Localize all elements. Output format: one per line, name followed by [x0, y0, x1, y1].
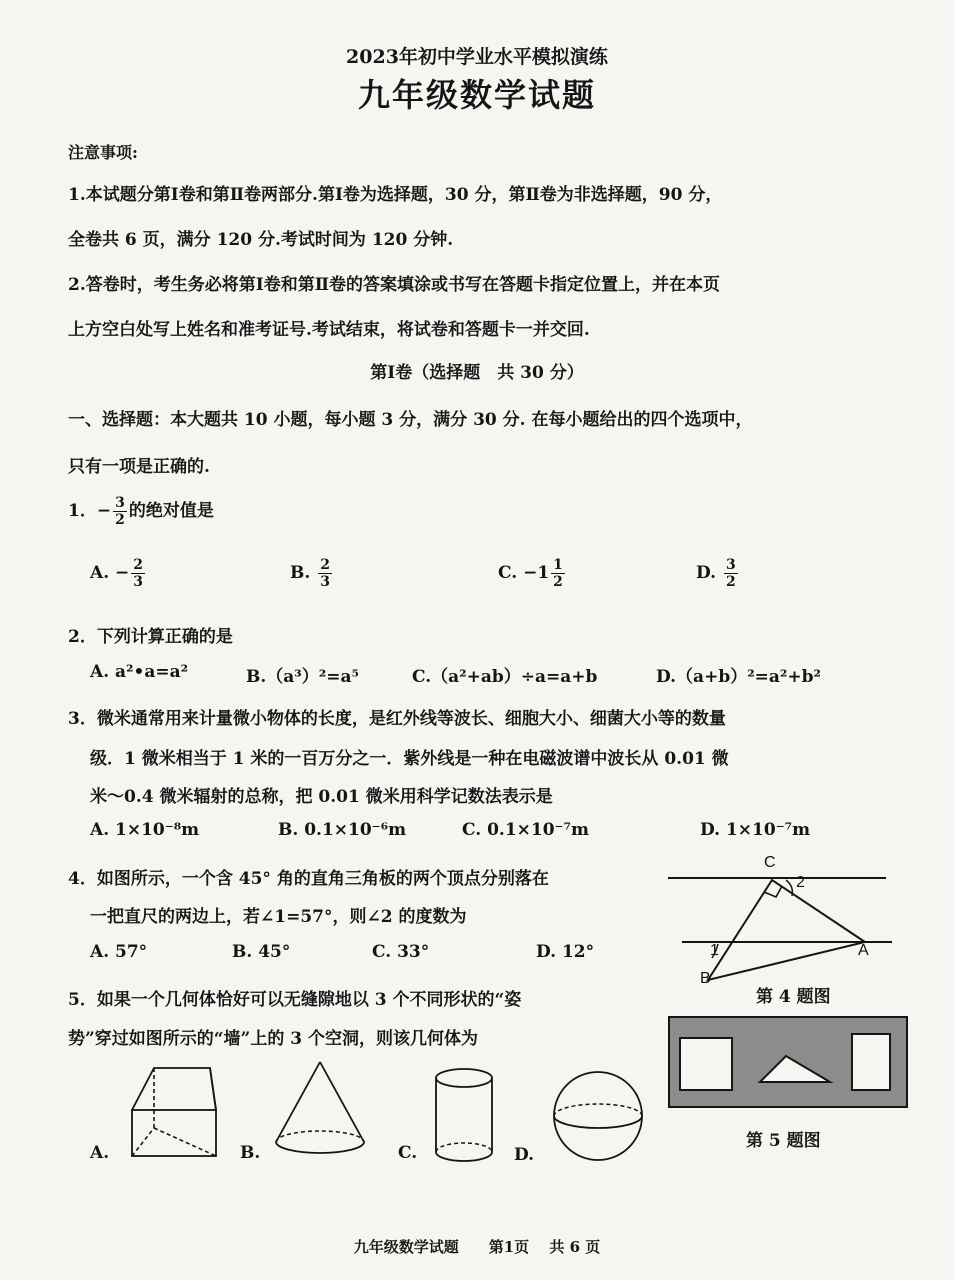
fraction-numerator: 3: [725, 557, 736, 573]
fraction: [318, 558, 332, 589]
notice-heading: 注意事项:: [68, 143, 138, 162]
question-1-stem: [68, 496, 214, 527]
part1-instructions-line2: 只有一项是正确的.: [68, 457, 210, 477]
option-label: D.: [696, 563, 717, 583]
question-5-line1: 5．如果一个几何体恰好可以无缝隙地以 3 个不同形状的“姿: [68, 990, 522, 1010]
fraction-denominator: 2: [553, 574, 563, 590]
q5-option-a: A.: [90, 1143, 110, 1163]
option-label: C.: [498, 563, 518, 583]
fraction-denominator: 3: [133, 574, 144, 590]
question-number: 1．: [68, 501, 97, 521]
fraction: [551, 558, 565, 589]
fraction-numerator: 2: [133, 557, 144, 573]
q2-option-d: D.（a+b）²=a²+b²: [656, 667, 821, 687]
q3-option-b: B. 0.1×10⁻⁶m: [278, 820, 407, 840]
q1-option-d: [696, 558, 740, 589]
fig4-caption: 第 4 题图: [756, 987, 831, 1007]
notice-item1-line2: 全卷共 6 页，满分 120 分.考试时间为 120 分钟.: [68, 230, 454, 250]
q5-option-d: D.: [514, 1145, 535, 1165]
fraction-denominator: 2: [725, 574, 736, 590]
triangular-prism-icon: [124, 1062, 224, 1162]
minus-sign: −: [115, 563, 130, 583]
section1-title: 第Ⅰ卷（选择题 共 30 分）: [370, 363, 584, 383]
notice-item2-line1: 2.答卷时，考生务必将第Ⅰ卷和第Ⅱ卷的答案填涂或书写在答题卡指定位置上，并在本页: [68, 275, 721, 295]
q3-option-a: A. 1×10⁻⁸m: [90, 820, 200, 840]
sphere-icon: [548, 1068, 648, 1164]
q1-option-b: [290, 558, 334, 589]
fig4-label-angle2: 2: [796, 874, 805, 891]
option-label: A.: [90, 563, 110, 583]
fraction-numerator: 2: [320, 557, 330, 573]
subject-title: 九年级数学试题: [357, 76, 596, 114]
fraction: [724, 558, 738, 589]
q4-option-b: B. 45°: [232, 942, 291, 962]
notice-item2-line2: 上方空白处写上姓名和准考证号.考试结束，将试卷和答题卡一并交回.: [68, 320, 590, 340]
mixed-whole: −1: [523, 563, 550, 583]
part1-instructions-line1: 一、选择题：本大题共 10 小题，每小题 3 分，满分 30 分. 在每小题给出的四个选项中，: [68, 410, 753, 430]
fraction-numerator: 1: [553, 557, 563, 573]
fraction-denominator: 3: [320, 574, 330, 590]
q2-option-b: B.（a³）²=a⁵: [246, 667, 359, 687]
q3-option-d: D. 1×10⁻⁷m: [700, 820, 811, 840]
fig5-caption: 第 5 题图: [746, 1131, 821, 1151]
q3-option-c: C. 0.1×10⁻⁷m: [462, 820, 589, 840]
question-2-stem: 2．下列计算正确的是: [68, 627, 233, 647]
option-label: B.: [290, 563, 311, 583]
fig4-label-a: A: [858, 942, 869, 959]
question-3-line2: 级．1 微米相当于 1 米的一百万分之一．紫外线是一种在电磁波谱中波长从 0.01 微: [90, 749, 729, 769]
exam-title: 2023年初中学业水平模拟演练: [346, 46, 608, 68]
q2-option-a: A. a²•a=a²: [90, 662, 189, 682]
question-4-line2: 一把直尺的两边上，若∠1=57°，则∠2 的度数为: [90, 907, 467, 927]
fig4-label-c: C: [764, 854, 776, 871]
question-5-line2: 势”穿过如图所示的“墙”上的 3 个空洞，则该几何体为: [68, 1029, 478, 1049]
question-4-line1: 4．如图所示，一个含 45° 角的直角三角板的两个顶点分别落在: [68, 869, 549, 889]
fraction: [131, 558, 145, 589]
fraction-denominator: 2: [115, 512, 125, 528]
q4-figure: [660, 852, 900, 1002]
fraction: [113, 496, 127, 527]
q4-option-d: D. 12°: [536, 942, 595, 962]
q2-option-c: C.（a²+ab）÷a=a+b: [412, 667, 598, 687]
page-footer: 九年级数学试题 第1页 共 6 页: [353, 1238, 601, 1256]
question-3-line3: 米～0.4 微米辐射的总称，把 0.01 微米用科学记数法表示是: [90, 787, 553, 807]
question-3-line1: 3．微米通常用来计量微小物体的长度，是红外线等波长、细胞大小、细菌大小等的数量: [68, 709, 726, 729]
q5-option-b: B.: [240, 1143, 261, 1163]
fraction-numerator: 3: [115, 495, 125, 511]
q4-option-c: C. 33°: [372, 942, 430, 962]
q4-option-a: A. 57°: [90, 942, 148, 962]
minus-sign: −: [96, 501, 112, 521]
notice-item1-line1: 1.本试题分第Ⅰ卷和第Ⅱ卷两部分.第Ⅰ卷为选择题，30 分，第Ⅱ卷为非选择题，90 分，: [68, 185, 723, 205]
q1-option-c: [498, 558, 567, 589]
fig4-label-angle1: 1: [710, 942, 719, 959]
q1-option-a: [90, 558, 147, 589]
cone-icon: [270, 1058, 370, 1158]
q5-option-c: C.: [398, 1143, 418, 1163]
fig4-label-b: B: [700, 970, 711, 987]
cylinder-icon: [432, 1066, 496, 1166]
q5-wall-figure: [668, 1016, 908, 1108]
question-text: 的绝对值是: [128, 501, 214, 521]
